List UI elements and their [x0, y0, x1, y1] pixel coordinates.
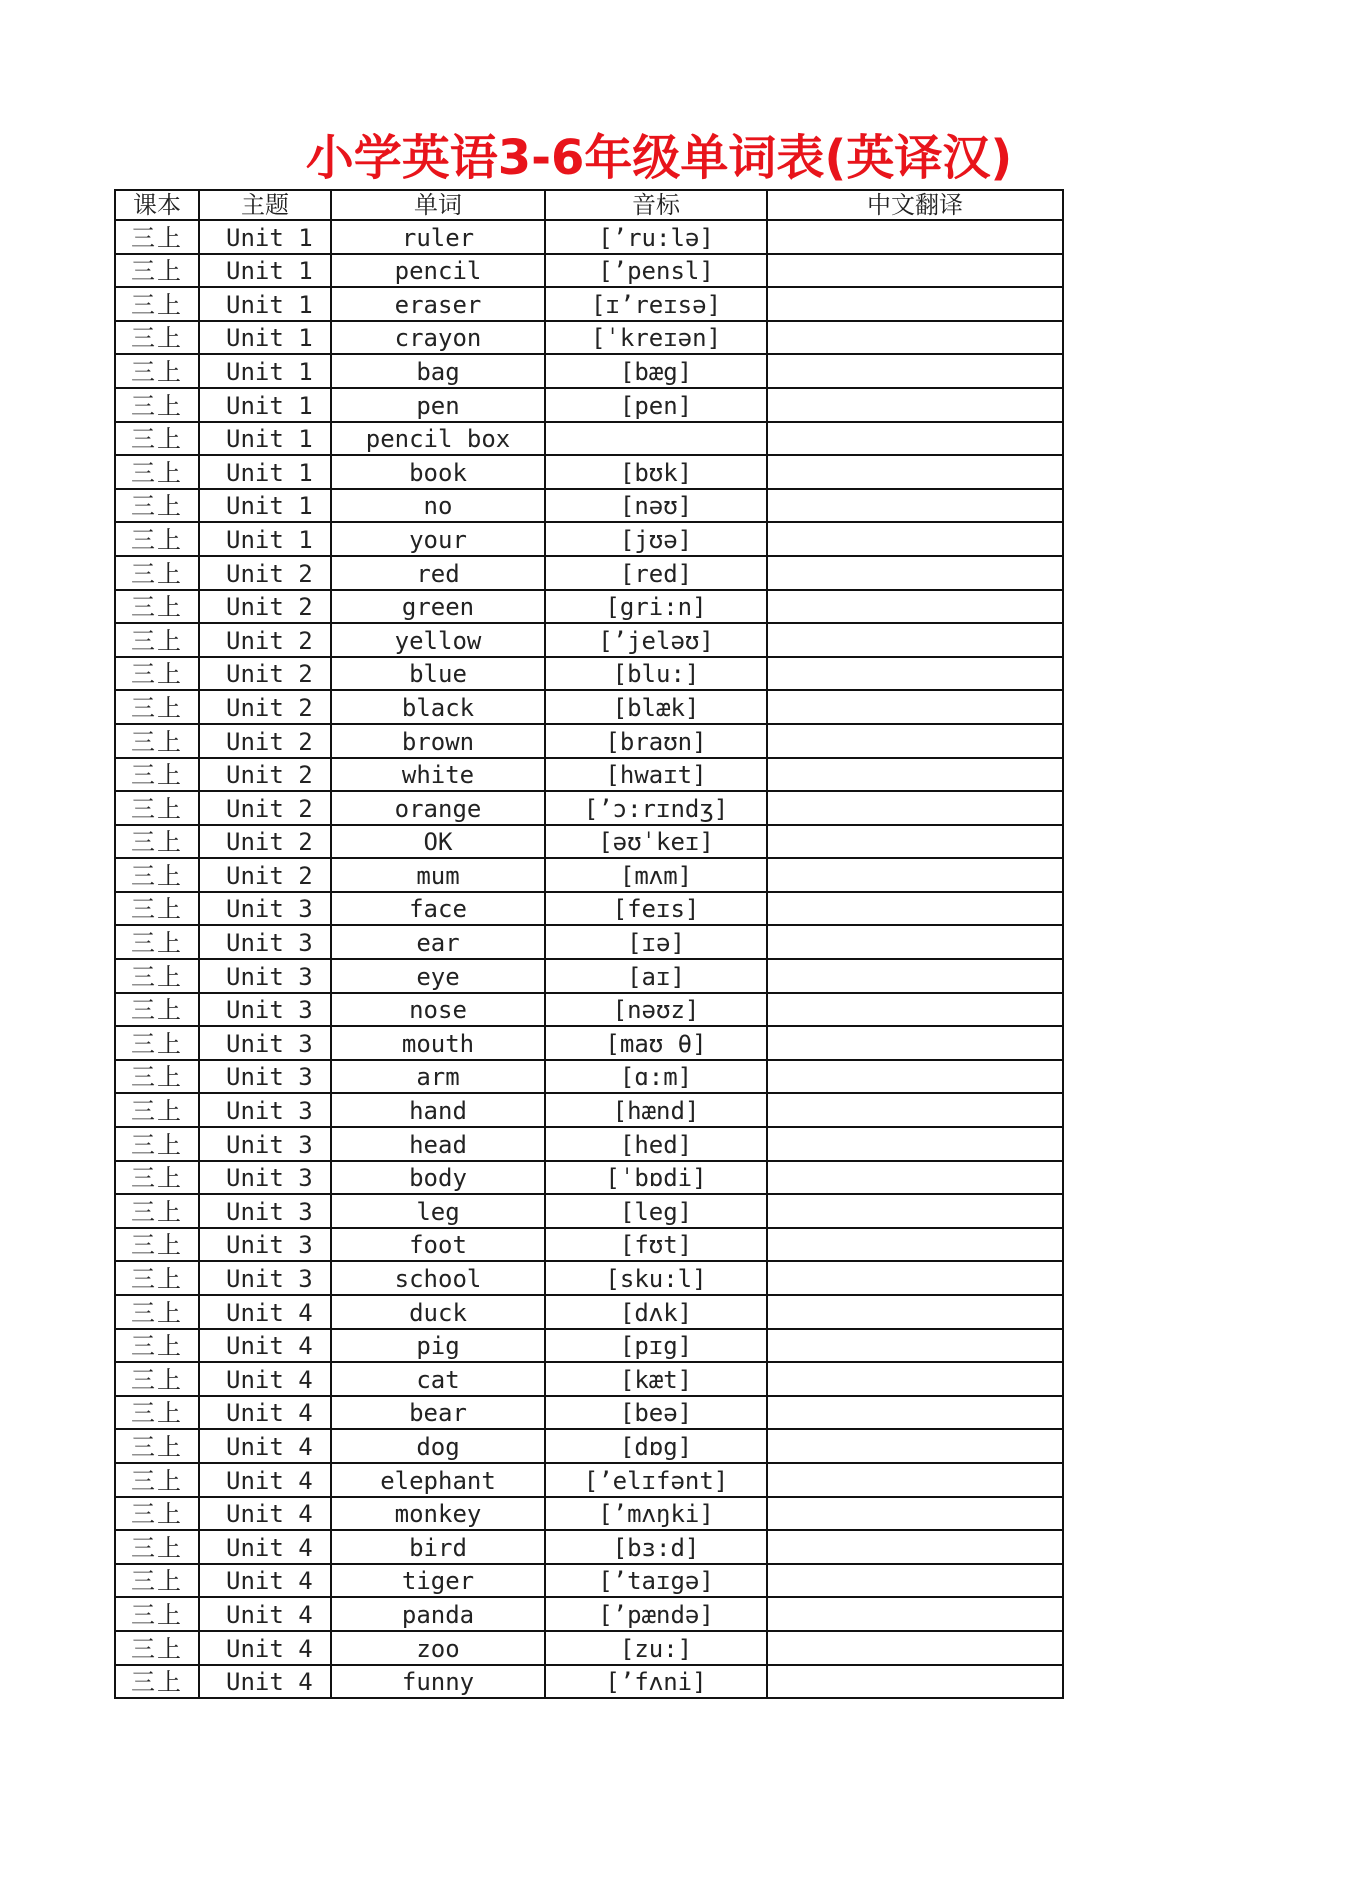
cell-book: 三上 [115, 354, 199, 388]
cell-translation [767, 220, 1063, 254]
cell-book: 三上 [115, 1564, 199, 1598]
cell-book: 三上 [115, 959, 199, 993]
table-row [115, 354, 1063, 388]
cell-book: 三上 [115, 1631, 199, 1665]
table-row [115, 1295, 1063, 1329]
cell-translation [767, 1161, 1063, 1195]
cell-book: 三上 [115, 791, 199, 825]
cell-ipa: [sku:l] [545, 1261, 767, 1295]
table-row [115, 1228, 1063, 1262]
cell-ipa: [nəʊ] [545, 489, 767, 523]
cell-translation [767, 791, 1063, 825]
cell-book: 三上 [115, 1127, 199, 1161]
cell-translation [767, 287, 1063, 321]
table-row [115, 254, 1063, 288]
cell-book: 三上 [115, 1597, 199, 1631]
cell-word: monkey [331, 1497, 545, 1531]
table-row [115, 1564, 1063, 1598]
cell-ipa: [’pændə] [545, 1597, 767, 1631]
table-row [115, 925, 1063, 959]
cell-ipa: [feɪs] [545, 892, 767, 926]
cell-word: foot [331, 1228, 545, 1262]
table-row [115, 623, 1063, 657]
cell-translation [767, 657, 1063, 691]
cell-unit: Unit 4 [199, 1665, 331, 1699]
cell-translation [767, 388, 1063, 422]
table-row [115, 1261, 1063, 1295]
table-row [115, 1026, 1063, 1060]
cell-book: 三上 [115, 422, 199, 456]
cell-unit: Unit 1 [199, 354, 331, 388]
cell-ipa: [ɪə] [545, 925, 767, 959]
table-row [115, 993, 1063, 1027]
table-row [115, 1597, 1063, 1631]
cell-unit: Unit 2 [199, 590, 331, 624]
cell-book: 三上 [115, 724, 199, 758]
cell-unit: Unit 2 [199, 825, 331, 859]
table-body [115, 220, 1063, 1698]
table-row [115, 1060, 1063, 1094]
cell-translation [767, 1396, 1063, 1430]
cell-unit: Unit 3 [199, 959, 331, 993]
cell-word: leg [331, 1194, 545, 1228]
cell-unit: Unit 3 [199, 892, 331, 926]
cell-unit: Unit 1 [199, 422, 331, 456]
cell-ipa: [jʊə] [545, 522, 767, 556]
table-row [115, 1093, 1063, 1127]
cell-book: 三上 [115, 220, 199, 254]
cell-unit: Unit 4 [199, 1564, 331, 1598]
cell-unit: Unit 3 [199, 1026, 331, 1060]
table-row [115, 1396, 1063, 1430]
cell-translation [767, 825, 1063, 859]
cell-book: 三上 [115, 1396, 199, 1430]
cell-word: orange [331, 791, 545, 825]
cell-book: 三上 [115, 858, 199, 892]
cell-book: 三上 [115, 1665, 199, 1699]
cell-word: white [331, 758, 545, 792]
cell-ipa: [əʊˈkeɪ] [545, 825, 767, 859]
cell-unit: Unit 3 [199, 1161, 331, 1195]
table-row [115, 220, 1063, 254]
header-word: 单词 [331, 190, 545, 220]
cell-unit: Unit 3 [199, 925, 331, 959]
cell-word: green [331, 590, 545, 624]
cell-translation [767, 489, 1063, 523]
cell-word: black [331, 690, 545, 724]
vocab-table [114, 189, 1064, 1699]
cell-book: 三上 [115, 758, 199, 792]
cell-translation [767, 354, 1063, 388]
cell-unit: Unit 3 [199, 1060, 331, 1094]
cell-word: blue [331, 657, 545, 691]
table-row [115, 892, 1063, 926]
cell-translation [767, 1093, 1063, 1127]
cell-word: arm [331, 1060, 545, 1094]
cell-ipa: [blu:] [545, 657, 767, 691]
cell-book: 三上 [115, 925, 199, 959]
cell-unit: Unit 1 [199, 388, 331, 422]
cell-ipa: [bɜ:d] [545, 1530, 767, 1564]
cell-word: school [331, 1261, 545, 1295]
cell-translation [767, 1631, 1063, 1665]
cell-book: 三上 [115, 1261, 199, 1295]
cell-book: 三上 [115, 1530, 199, 1564]
table-row [115, 489, 1063, 523]
table-row [115, 1631, 1063, 1665]
cell-ipa [545, 422, 767, 456]
cell-word: your [331, 522, 545, 556]
cell-word: cat [331, 1362, 545, 1396]
cell-book: 三上 [115, 254, 199, 288]
cell-unit: Unit 2 [199, 758, 331, 792]
cell-unit: Unit 3 [199, 1127, 331, 1161]
cell-ipa: [’ɔ:rɪndʒ] [545, 791, 767, 825]
cell-word: face [331, 892, 545, 926]
table-row [115, 455, 1063, 489]
table-row [115, 1665, 1063, 1699]
cell-book: 三上 [115, 455, 199, 489]
cell-unit: Unit 2 [199, 623, 331, 657]
cell-unit: Unit 4 [199, 1530, 331, 1564]
cell-ipa: [hwaɪt] [545, 758, 767, 792]
cell-unit: Unit 4 [199, 1463, 331, 1497]
cell-unit: Unit 4 [199, 1497, 331, 1531]
table-row [115, 321, 1063, 355]
table-row [115, 422, 1063, 456]
cell-ipa: [hed] [545, 1127, 767, 1161]
table-row [115, 1530, 1063, 1564]
cell-book: 三上 [115, 623, 199, 657]
cell-unit: Unit 2 [199, 657, 331, 691]
cell-word: mum [331, 858, 545, 892]
cell-unit: Unit 3 [199, 993, 331, 1027]
cell-book: 三上 [115, 489, 199, 523]
cell-book: 三上 [115, 321, 199, 355]
cell-ipa: [fʊt] [545, 1228, 767, 1262]
cell-ipa: [ɪ’reɪsə] [545, 287, 767, 321]
page-title [0, 128, 1358, 188]
cell-word: panda [331, 1597, 545, 1631]
cell-unit: Unit 4 [199, 1362, 331, 1396]
table-row [115, 758, 1063, 792]
table-row [115, 590, 1063, 624]
cell-word: ear [331, 925, 545, 959]
cell-translation [767, 1463, 1063, 1497]
cell-word: head [331, 1127, 545, 1161]
cell-unit: Unit 2 [199, 791, 331, 825]
cell-word: bird [331, 1530, 545, 1564]
cell-ipa: [red] [545, 556, 767, 590]
cell-word: bear [331, 1396, 545, 1430]
cell-book: 三上 [115, 1060, 199, 1094]
cell-ipa: [hænd] [545, 1093, 767, 1127]
cell-unit: Unit 3 [199, 1194, 331, 1228]
cell-ipa: [’ru:lə] [545, 220, 767, 254]
cell-translation [767, 993, 1063, 1027]
cell-ipa: [ˈbɒdi] [545, 1161, 767, 1195]
cell-word: elephant [331, 1463, 545, 1497]
cell-book: 三上 [115, 657, 199, 691]
cell-translation [767, 623, 1063, 657]
cell-ipa: [bʊk] [545, 455, 767, 489]
cell-book: 三上 [115, 1228, 199, 1262]
cell-unit: Unit 1 [199, 287, 331, 321]
cell-ipa: [’elɪfənt] [545, 1463, 767, 1497]
table-row [115, 1329, 1063, 1363]
table-row [115, 690, 1063, 724]
cell-word: funny [331, 1665, 545, 1699]
cell-word: dog [331, 1429, 545, 1463]
cell-book: 三上 [115, 1463, 199, 1497]
cell-word: no [331, 489, 545, 523]
cell-unit: Unit 2 [199, 556, 331, 590]
cell-word: mouth [331, 1026, 545, 1060]
cell-book: 三上 [115, 690, 199, 724]
table-row [115, 522, 1063, 556]
cell-translation [767, 1597, 1063, 1631]
table-row [115, 825, 1063, 859]
cell-word: duck [331, 1295, 545, 1329]
cell-unit: Unit 1 [199, 522, 331, 556]
cell-word: zoo [331, 1631, 545, 1665]
table-row [115, 388, 1063, 422]
cell-translation [767, 858, 1063, 892]
cell-ipa: [dɒg] [545, 1429, 767, 1463]
cell-translation [767, 1329, 1063, 1363]
cell-word: tiger [331, 1564, 545, 1598]
cell-unit: Unit 4 [199, 1429, 331, 1463]
table-row [115, 657, 1063, 691]
cell-translation [767, 959, 1063, 993]
cell-book: 三上 [115, 287, 199, 321]
cell-word: hand [331, 1093, 545, 1127]
cell-unit: Unit 4 [199, 1597, 331, 1631]
cell-word: ruler [331, 220, 545, 254]
table-row [115, 858, 1063, 892]
cell-unit: Unit 3 [199, 1261, 331, 1295]
cell-ipa: [pɪg] [545, 1329, 767, 1363]
cell-unit: Unit 4 [199, 1295, 331, 1329]
cell-book: 三上 [115, 556, 199, 590]
cell-book: 三上 [115, 1497, 199, 1531]
cell-word: pen [331, 388, 545, 422]
cell-unit: Unit 4 [199, 1396, 331, 1430]
cell-translation [767, 1228, 1063, 1262]
cell-unit: Unit 2 [199, 724, 331, 758]
table-header-row [115, 190, 1063, 220]
cell-ipa: [’mʌŋki] [545, 1497, 767, 1531]
cell-translation [767, 1429, 1063, 1463]
cell-word: eraser [331, 287, 545, 321]
cell-book: 三上 [115, 993, 199, 1027]
cell-translation [767, 925, 1063, 959]
table-row [115, 287, 1063, 321]
cell-unit: Unit 4 [199, 1631, 331, 1665]
cell-translation [767, 690, 1063, 724]
cell-ipa: [dʌk] [545, 1295, 767, 1329]
cell-unit: Unit 3 [199, 1228, 331, 1262]
cell-ipa: [blæk] [545, 690, 767, 724]
cell-word: nose [331, 993, 545, 1027]
cell-unit: Unit 2 [199, 858, 331, 892]
table-row [115, 556, 1063, 590]
cell-book: 三上 [115, 522, 199, 556]
cell-ipa: [pen] [545, 388, 767, 422]
cell-unit: Unit 1 [199, 220, 331, 254]
page-title-text: 小学英语3-6年级单词表(英译汉) [305, 130, 1013, 186]
cell-word: red [331, 556, 545, 590]
cell-translation [767, 1497, 1063, 1531]
cell-translation [767, 422, 1063, 456]
cell-translation [767, 1564, 1063, 1598]
cell-ipa: [’fʌni] [545, 1665, 767, 1699]
cell-ipa: [ɑ:m] [545, 1060, 767, 1094]
header-ipa: 音标 [545, 190, 767, 220]
cell-translation [767, 590, 1063, 624]
cell-book: 三上 [115, 590, 199, 624]
cell-ipa: [ˈkreɪən] [545, 321, 767, 355]
cell-unit: Unit 1 [199, 455, 331, 489]
table-row [115, 1194, 1063, 1228]
cell-word: crayon [331, 321, 545, 355]
cell-ipa: [’jeləʊ] [545, 623, 767, 657]
cell-translation [767, 1362, 1063, 1396]
cell-book: 三上 [115, 892, 199, 926]
header-book: 课本 [115, 190, 199, 220]
cell-unit: Unit 3 [199, 1093, 331, 1127]
cell-ipa: [nəʊz] [545, 993, 767, 1027]
cell-book: 三上 [115, 1161, 199, 1195]
cell-translation [767, 758, 1063, 792]
cell-word: pencil box [331, 422, 545, 456]
table-row [115, 1362, 1063, 1396]
cell-word: eye [331, 959, 545, 993]
cell-ipa: [bæg] [545, 354, 767, 388]
cell-unit: Unit 1 [199, 254, 331, 288]
cell-translation [767, 556, 1063, 590]
cell-unit: Unit 1 [199, 321, 331, 355]
cell-unit: Unit 2 [199, 690, 331, 724]
table-row [115, 1127, 1063, 1161]
cell-ipa: [kæt] [545, 1362, 767, 1396]
cell-book: 三上 [115, 1362, 199, 1396]
cell-translation [767, 254, 1063, 288]
cell-word: yellow [331, 623, 545, 657]
cell-book: 三上 [115, 1429, 199, 1463]
cell-book: 三上 [115, 1194, 199, 1228]
cell-translation [767, 1127, 1063, 1161]
cell-ipa: [mʌm] [545, 858, 767, 892]
table-row [115, 1161, 1063, 1195]
cell-book: 三上 [115, 388, 199, 422]
cell-ipa: [zu:] [545, 1631, 767, 1665]
cell-book: 三上 [115, 825, 199, 859]
cell-translation [767, 1026, 1063, 1060]
table-row [115, 1429, 1063, 1463]
cell-unit: Unit 4 [199, 1329, 331, 1363]
cell-word: brown [331, 724, 545, 758]
cell-translation [767, 892, 1063, 926]
cell-ipa: [leg] [545, 1194, 767, 1228]
table-row [115, 959, 1063, 993]
cell-word: pig [331, 1329, 545, 1363]
cell-ipa: [beə] [545, 1396, 767, 1430]
header-translation: 中文翻译 [767, 190, 1063, 220]
cell-translation [767, 522, 1063, 556]
cell-ipa: [braʊn] [545, 724, 767, 758]
cell-word: book [331, 455, 545, 489]
table-row [115, 791, 1063, 825]
cell-translation [767, 1060, 1063, 1094]
cell-translation [767, 724, 1063, 758]
cell-book: 三上 [115, 1329, 199, 1363]
cell-ipa: [maʊ θ] [545, 1026, 767, 1060]
header-topic: 主题 [199, 190, 331, 220]
cell-ipa: [’pensl] [545, 254, 767, 288]
cell-ipa: [gri:n] [545, 590, 767, 624]
cell-unit: Unit 1 [199, 489, 331, 523]
cell-ipa: [’taɪgə] [545, 1564, 767, 1598]
cell-book: 三上 [115, 1093, 199, 1127]
table-row [115, 1463, 1063, 1497]
cell-translation [767, 321, 1063, 355]
cell-translation [767, 1530, 1063, 1564]
cell-word: body [331, 1161, 545, 1195]
cell-word: bag [331, 354, 545, 388]
table-row [115, 724, 1063, 758]
cell-translation [767, 1261, 1063, 1295]
cell-word: OK [331, 825, 545, 859]
cell-translation [767, 1665, 1063, 1699]
cell-translation [767, 1194, 1063, 1228]
cell-word: pencil [331, 254, 545, 288]
table-row [115, 1497, 1063, 1531]
cell-translation [767, 455, 1063, 489]
cell-translation [767, 1295, 1063, 1329]
cell-ipa: [aɪ] [545, 959, 767, 993]
cell-book: 三上 [115, 1026, 199, 1060]
cell-book: 三上 [115, 1295, 199, 1329]
